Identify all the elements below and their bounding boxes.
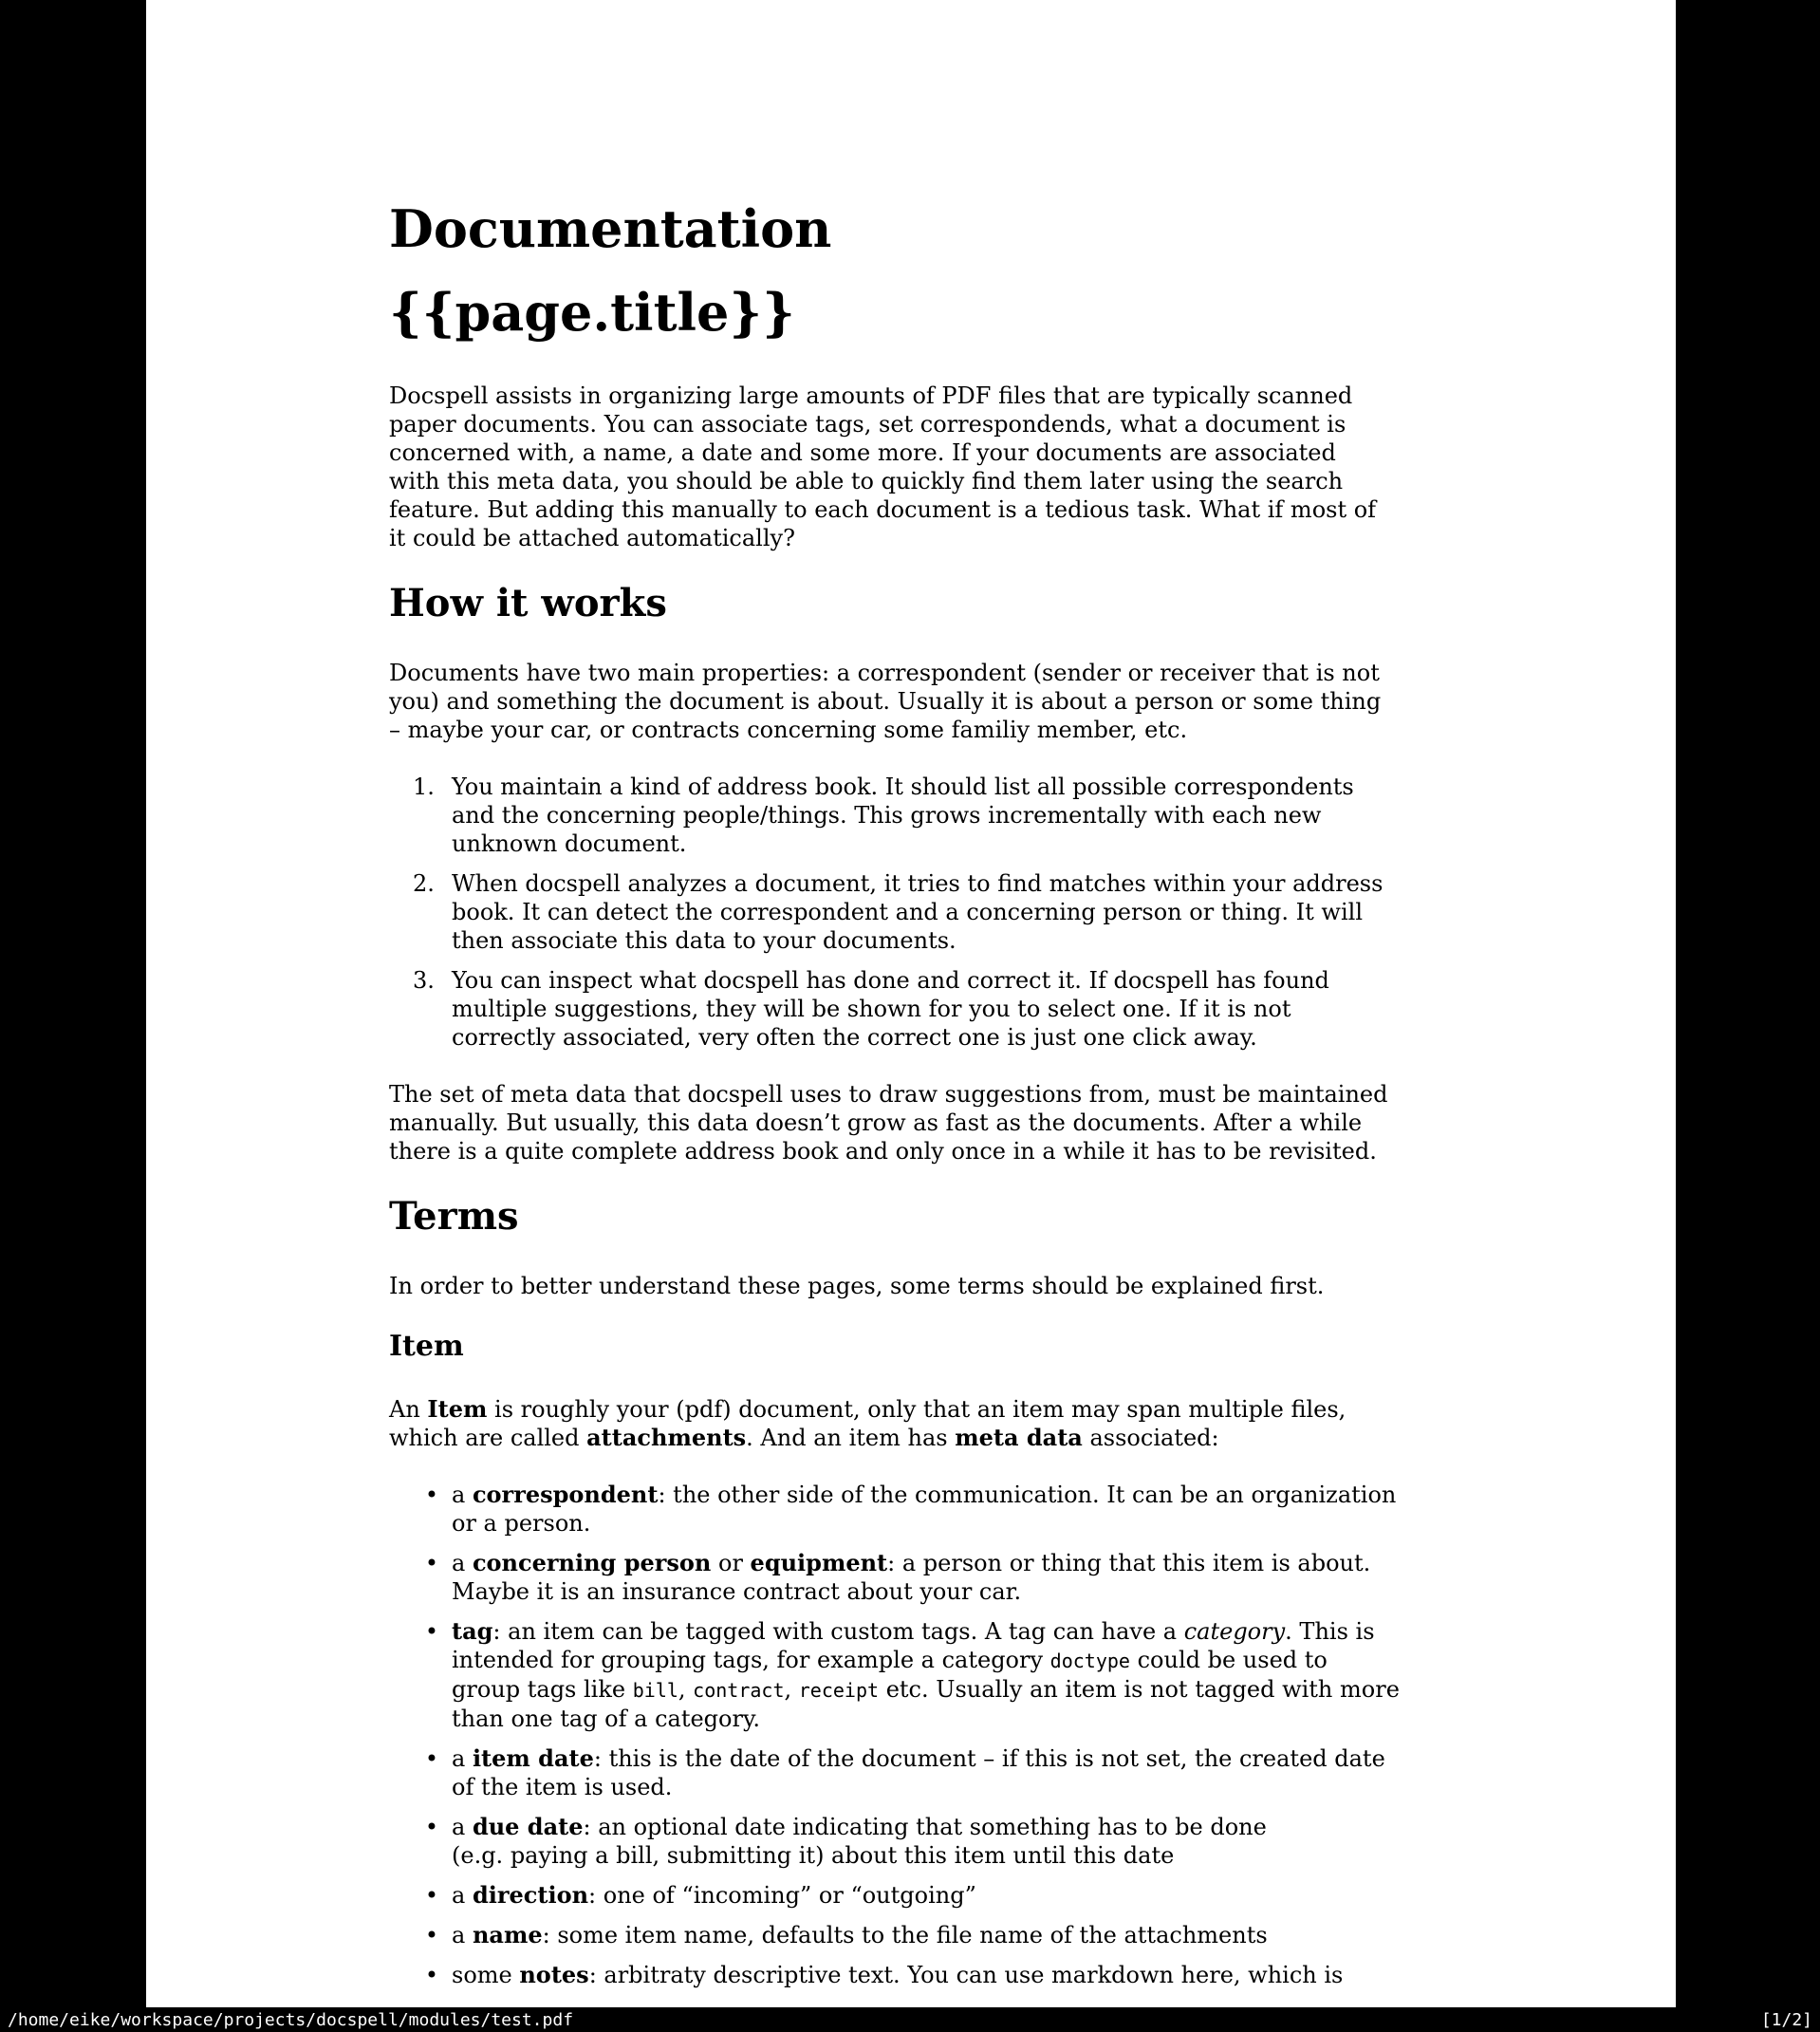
text-line: than one tag of a category. <box>452 1706 760 1732</box>
code-span: doctype <box>1049 1650 1130 1672</box>
text-line: you) and something the document is about. Usually it is about a person or some thing <box>389 688 1382 715</box>
pdf-page-content <box>146 0 1676 1989</box>
text-line: with this meta data, you should be able to quickly find them later using the search <box>389 468 1344 494</box>
text-line: paper documents. You can associate tags, set correspondends, what a document is <box>389 411 1346 438</box>
list-item <box>413 1481 1619 1538</box>
text-line: You maintain a kind of address book. It should list all possible correspondents <box>452 774 1354 800</box>
text-line: multiple suggestions, they will be shown for you to select one. If it is not <box>452 996 1291 1022</box>
text-line: concerned with, a name, a date and some more. If your documents are associated <box>389 439 1336 466</box>
list-marker: • <box>424 1618 438 1645</box>
list-marker: • <box>424 1814 438 1840</box>
doc-title: Documentation <box>389 198 832 259</box>
text-line: there is a quite complete address book and only once in a while it has to be revisited. <box>389 1138 1377 1165</box>
text-line: a item date: this is the date of the document – if this is not set, the created date <box>452 1744 1385 1772</box>
text-line: Maybe it is an insurance contract about your car. <box>452 1578 1022 1605</box>
list-item <box>413 1549 1619 1606</box>
text-line: tag: an item can be tagged with custom tags. A tag can have a category. This is <box>452 1617 1375 1645</box>
pdf-page[interactable] <box>146 0 1676 2007</box>
item-paragraph <box>389 1395 1619 1452</box>
text-line: some notes: arbitraty descriptive text. You can use markdown here, which is <box>452 1961 1344 1988</box>
list-item <box>413 1921 1619 1949</box>
list-marker: • <box>424 1745 438 1772</box>
code-span: bill <box>632 1679 678 1702</box>
text-line: Docspell assists in organizing large amounts of PDF files that are typically scanned <box>389 382 1353 409</box>
list-marker: • <box>424 1962 438 1988</box>
intro-paragraph <box>389 382 1619 552</box>
list-item <box>413 1744 1619 1801</box>
list-item <box>413 1881 1619 1910</box>
text-line: When docspell analyzes a document, it tries to find matches within your address <box>452 870 1384 897</box>
text-line: then associate this data to your documents. <box>452 927 956 954</box>
text-line: a correspondent: the other side of the communication. It can be an organization <box>452 1481 1397 1508</box>
text-line: which are called attachments. And an item has meta data associated: <box>389 1424 1219 1451</box>
section-how-it-works: How it works <box>389 581 667 625</box>
code-span: contract <box>693 1679 785 1702</box>
list-item <box>413 773 1619 858</box>
how-it-works-steps <box>389 773 1619 1052</box>
text-line: book. It can detect the correspondent and a concerning person or thing. It will <box>452 899 1363 925</box>
list-item <box>413 869 1619 955</box>
text-line: intended for grouping tags, for example a category doctype could be used to <box>452 1647 1328 1673</box>
text-line: a due date: an optional date indicating that something has to be done <box>452 1813 1267 1840</box>
text-line: (e.g. paying a bill, submitting it) about this item until this date <box>452 1842 1175 1869</box>
text-line: manually. But usually, this data doesn’t grow as fast as the documents. After a while <box>389 1109 1363 1136</box>
list-item-text <box>452 1961 1343 1989</box>
text-line: You can inspect what docspell has done and correct it. If docspell has found <box>452 967 1329 994</box>
list-item-text <box>452 1481 1396 1538</box>
list-marker: • <box>424 1482 438 1508</box>
list-item-text <box>452 1813 1267 1870</box>
list-item <box>413 1617 1619 1733</box>
list-marker: 2. <box>413 870 435 897</box>
text-line: of the item is used. <box>452 1774 673 1800</box>
list-item-text <box>452 966 1329 1052</box>
text-line: a concerning person or equipment: a person or thing that this item is about. <box>452 1549 1371 1576</box>
list-item-text <box>452 1617 1400 1733</box>
text-line: An Item is roughly your (pdf) document, only that an item may span multiple files, <box>389 1395 1346 1423</box>
text-line: it could be attached automatically? <box>389 525 795 551</box>
statusbar <box>0 2007 1820 2032</box>
text-line: a name: some item name, defaults to the file name of the attachments <box>452 1921 1268 1948</box>
text-line: unknown document. <box>452 830 687 857</box>
list-item-text <box>452 773 1354 858</box>
item-meta-list <box>389 1481 1619 1989</box>
text-line: The set of meta data that docspell uses to draw suggestions from, must be maintained <box>389 1081 1388 1108</box>
text-line: – maybe your car, or contracts concerning some familiy member, etc. <box>389 717 1188 743</box>
list-item <box>413 966 1619 1052</box>
list-marker: • <box>424 1882 438 1909</box>
terms-paragraph <box>389 1272 1619 1300</box>
list-marker: • <box>424 1922 438 1948</box>
list-marker: 3. <box>413 967 435 994</box>
code-span: receipt <box>798 1679 880 1702</box>
list-item-text <box>452 1744 1385 1801</box>
list-item-text <box>452 1881 976 1910</box>
doc-subtitle: {{page.title}} <box>389 282 795 343</box>
list-item-text <box>452 1549 1370 1606</box>
text-line: a direction: one of “incoming” or “outgoing” <box>452 1881 976 1909</box>
statusbar-page-indicator: [1/2] <box>1760 2009 1812 2030</box>
text-line: In order to better understand these pages, some terms should be explained first. <box>389 1273 1325 1299</box>
subsection-item: Item <box>389 1330 464 1363</box>
text-line: feature. But adding this manually to each document is a tedious task. What if most of <box>389 496 1377 523</box>
how-it-works-paragraph <box>389 659 1619 744</box>
text-line: group tags like bill, contract, receipt etc. Usually an item is not tagged with more <box>452 1676 1400 1703</box>
statusbar-file-path: /home/eike/workspace/projects/docspell/modules/test.pdf <box>8 2009 574 2030</box>
list-item <box>413 1961 1619 1989</box>
list-item-text <box>452 1921 1268 1949</box>
text-line: Documents have two main properties: a correspondent (sender or receiver that is not <box>389 660 1380 686</box>
list-item <box>413 1813 1619 1870</box>
list-item-text <box>452 869 1383 955</box>
meta-data-paragraph <box>389 1080 1619 1165</box>
list-marker: 1. <box>413 774 435 800</box>
list-marker: • <box>424 1550 438 1576</box>
section-terms: Terms <box>389 1194 519 1239</box>
text-line: and the concerning people/things. This grows incrementally with each new <box>452 802 1322 829</box>
text-line: or a person. <box>452 1510 591 1537</box>
text-line: correctly associated, very often the correct one is just one click away. <box>452 1024 1257 1051</box>
